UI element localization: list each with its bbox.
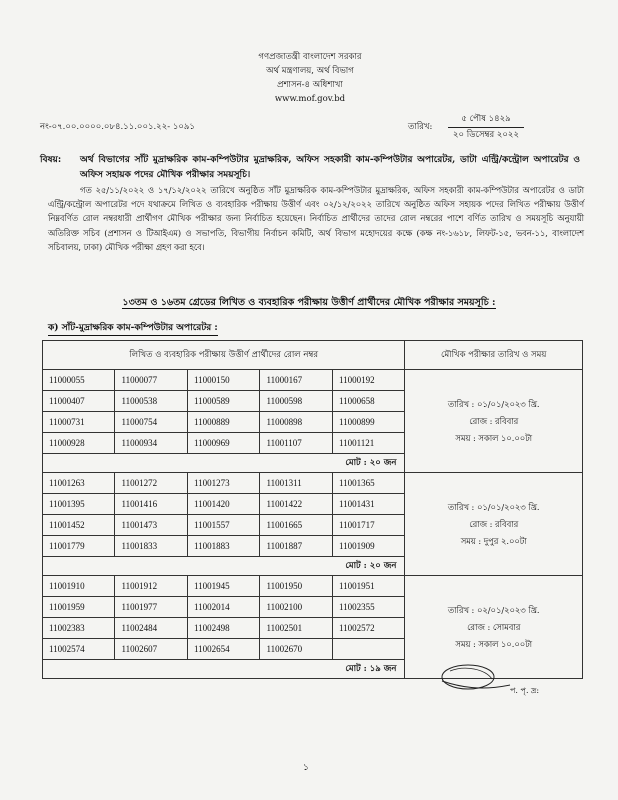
roll-number-cell: 11001272	[115, 473, 187, 494]
roll-number-cell: 11002484	[115, 618, 187, 639]
schedule-date: তারিখ : ০১/০১/২০২৩ খ্রি.	[447, 398, 540, 409]
roll-number-cell: 11000192	[332, 370, 404, 391]
roll-number-cell: 11002572	[332, 618, 404, 639]
roll-number-cell: 11000598	[260, 391, 332, 412]
roll-number-cell: 11001422	[260, 494, 332, 515]
roll-number-cell: 11000150	[187, 370, 259, 391]
roll-number-cell: 11001311	[260, 473, 332, 494]
schedule-table	[42, 340, 583, 679]
date-label: তারিখ:	[408, 122, 433, 132]
schedule-cell	[405, 370, 583, 473]
roll-number-cell: 11001833	[115, 536, 187, 557]
roll-number-cell: 11000055	[43, 370, 115, 391]
roll-number-cell: 11000934	[115, 433, 187, 454]
roll-number-cell: 11001951	[332, 576, 404, 597]
ministry-name: অর্থ মন্ত্রণালয়, অর্থ বিভাগ	[266, 66, 354, 76]
date-english: ২০ ডিসেম্বর ২০২২	[453, 130, 519, 140]
schedule-day: রোজ : রবিবার	[469, 415, 519, 426]
roll-number-cell: 11000731	[43, 412, 115, 433]
roll-number-cell: 11001452	[43, 515, 115, 536]
roll-number-cell: 11001395	[43, 494, 115, 515]
roll-number-cell: 11001416	[115, 494, 187, 515]
date-bangla: ৫ পৌষ ১৪২৯	[448, 112, 524, 128]
roll-number-cell: 11002355	[332, 597, 404, 618]
schedule-time: সময় : সকাল ১০.০০টা	[455, 432, 533, 443]
roll-number-cell: 11000899	[332, 412, 404, 433]
roll-number-cell: 11001420	[187, 494, 259, 515]
section-title: ১৩তম ও ১৬তম গ্রেডের লিখিত ও ব্যবহারিক পরীক্ষায় উত্তীর্ণ প্রার্থীদের মৌখিক পরীক্ষার সময়সূচি :	[122, 297, 496, 308]
schedule-date: তারিখ : ০১/০১/২০২৩ খ্রি.	[447, 501, 540, 512]
subject-line	[40, 153, 580, 183]
roll-number-cell: 11001273	[187, 473, 259, 494]
table-row	[43, 473, 583, 494]
roll-number-cell: 11001950	[260, 576, 332, 597]
roll-number-cell: 11000969	[187, 433, 259, 454]
roll-number-cell: 11001910	[43, 576, 115, 597]
roll-number-cell: 11001557	[187, 515, 259, 536]
continued-note: প. পৃ. দ্র:	[510, 686, 540, 695]
schedule-time: সময় : সকাল ১০.০০টা	[455, 638, 533, 649]
roll-number-cell: 11001883	[187, 536, 259, 557]
roll-number-cell: 11000167	[260, 370, 332, 391]
roll-number-cell: 11000898	[260, 412, 332, 433]
group-total: মোট : ২০ জন	[43, 557, 405, 576]
roll-number-cell: 11000889	[187, 412, 259, 433]
header-exam-time: মৌখিক পরীক্ষার তারিখ ও সময়	[405, 341, 583, 370]
roll-number-cell: 11000589	[187, 391, 259, 412]
roll-number-cell: 11001977	[115, 597, 187, 618]
roll-number-cell: 11001717	[332, 515, 404, 536]
website: www.mof.gov.bd	[274, 94, 346, 104]
schedule-time: সময় : দুপুর ২.০০টা	[460, 535, 527, 546]
schedule-cell	[405, 473, 583, 576]
roll-number-cell: 11001909	[332, 536, 404, 557]
roll-number-cell: 11001912	[115, 576, 187, 597]
date-block	[448, 112, 524, 142]
roll-number-cell: 11002501	[260, 618, 332, 639]
roll-number-cell: 11001431	[332, 494, 404, 515]
roll-number-cell	[332, 639, 404, 660]
subject-label: বিষয়:	[40, 155, 62, 165]
roll-number-cell: 11001365	[332, 473, 404, 494]
roll-number-cell: 11001121	[332, 433, 404, 454]
category-title: ক) সাঁট-মুদ্রাক্ষরিক কাম-কম্পিউটার অপারেটর :	[48, 320, 218, 336]
roll-number-cell: 11002654	[187, 639, 259, 660]
roll-number-cell: 11002498	[187, 618, 259, 639]
memo-number: নং-০৭.০০.০০০০.০৮৪.১১.০০১.২২- ১০৯১	[40, 122, 195, 132]
roll-number-cell: 11002607	[115, 639, 187, 660]
roll-number-cell: 11001473	[115, 515, 187, 536]
roll-number-cell: 11000754	[115, 412, 187, 433]
schedule-date: তারিখ : ০২/০১/২০২৩ খ্রি.	[447, 604, 540, 615]
roll-number-cell: 11001945	[187, 576, 259, 597]
roll-number-cell: 11002014	[187, 597, 259, 618]
roll-number-cell: 11000407	[43, 391, 115, 412]
page-number: ১	[303, 763, 309, 773]
roll-number-cell: 11002100	[260, 597, 332, 618]
roll-number-cell: 11000658	[332, 391, 404, 412]
government-name: গণপ্রজাতন্ত্রী বাংলাদেশ সরকার	[258, 52, 362, 62]
group-total: মোট : ২০ জন	[43, 454, 405, 473]
table-row	[43, 370, 583, 391]
group-total: মোট : ১৯ জন	[43, 660, 405, 679]
subject-text: অর্থ বিভাগের সাঁট মুদ্রাক্ষরিক কাম-কম্পিউটার মুদ্রাক্ষরিক, অফিস সহকারী কাম-কম্পিউটার অপারেটর, ডাটা এন্ট্রি/কন্ট্রোল অপারেটর ও অফিস সহায়ক পদের মৌখিক পরীক্ষার সময়সূচি।	[80, 155, 580, 180]
schedule-day: রোজ : সোমবার	[467, 621, 521, 632]
roll-number-cell: 11002574	[43, 639, 115, 660]
roll-number-cell: 11001263	[43, 473, 115, 494]
roll-number-cell: 11000538	[115, 391, 187, 412]
roll-number-cell: 11001779	[43, 536, 115, 557]
roll-number-cell: 11000928	[43, 433, 115, 454]
roll-number-cell: 11001665	[260, 515, 332, 536]
roll-number-cell: 11000077	[115, 370, 187, 391]
roll-number-cell: 11001959	[43, 597, 115, 618]
roll-number-cell: 11001107	[260, 433, 332, 454]
letterhead	[190, 50, 430, 106]
branch-name: প্রশাসন-৪ অধিশাখা	[277, 80, 343, 90]
roll-number-cell: 11001887	[260, 536, 332, 557]
table-row	[43, 576, 583, 597]
body-paragraph: গত ২৫/১১/২০২২ ও ১৭/১২/২০২২ তারিখে অনুষ্ঠিত সাঁট মুদ্রাক্ষরিক কাম-কম্পিউটার মুদ্রাক্ষরিক, অফিস সহকারী কাম-কম্পিউটার অপারেটর ও ডাটা এন্ট্রি/কন্ট্রোল অপারেটর পদে যথাক্রমে লিখিত ও ব্যবহারিক পরীক্ষায় উত্তীর্ণ এবং ০২/১২/২০২২ তারিখে অনুষ্ঠিত অফিস সহায়ক পদের লিখিত পরীক্ষায় উত্তীর্ণ নিম্নবর্ণিত রোল নম্বরধারী প্রার্থীগণ মৌখিক পরীক্ষার জন্য নির্বাচিত হয়েছেন। নির্বাচিত প্রার্থীদের তাদের রোল নম্বরের পাশে বর্ণিত তারিখ ও সময়সূচি অনুযায়ী অতিরিক্ত সচিব (প্রশাসন ও টিআইএম) ও সভাপতি, বিভাগীয় নির্বাচন কমিটি, অর্থ বিভাগ মহোদয়ের কক্ষে (কক্ষ নং-১৬১৮, লিফট-১৫, ভবন-১১, বাংলাদেশ সচিবালয়, ঢাকা) মৌখিক পরীক্ষা গ্রহণ করা হবে।	[48, 185, 584, 252]
header-roll-numbers: লিখিত ও ব্যবহারিক পরীক্ষায় উত্তীর্ণ প্রার্থীদের রোল নম্বর	[43, 341, 405, 370]
roll-number-cell: 11002383	[43, 618, 115, 639]
schedule-day: রোজ : রবিবার	[469, 518, 519, 529]
table-header-row	[43, 341, 583, 370]
roll-number-cell: 11002670	[260, 639, 332, 660]
